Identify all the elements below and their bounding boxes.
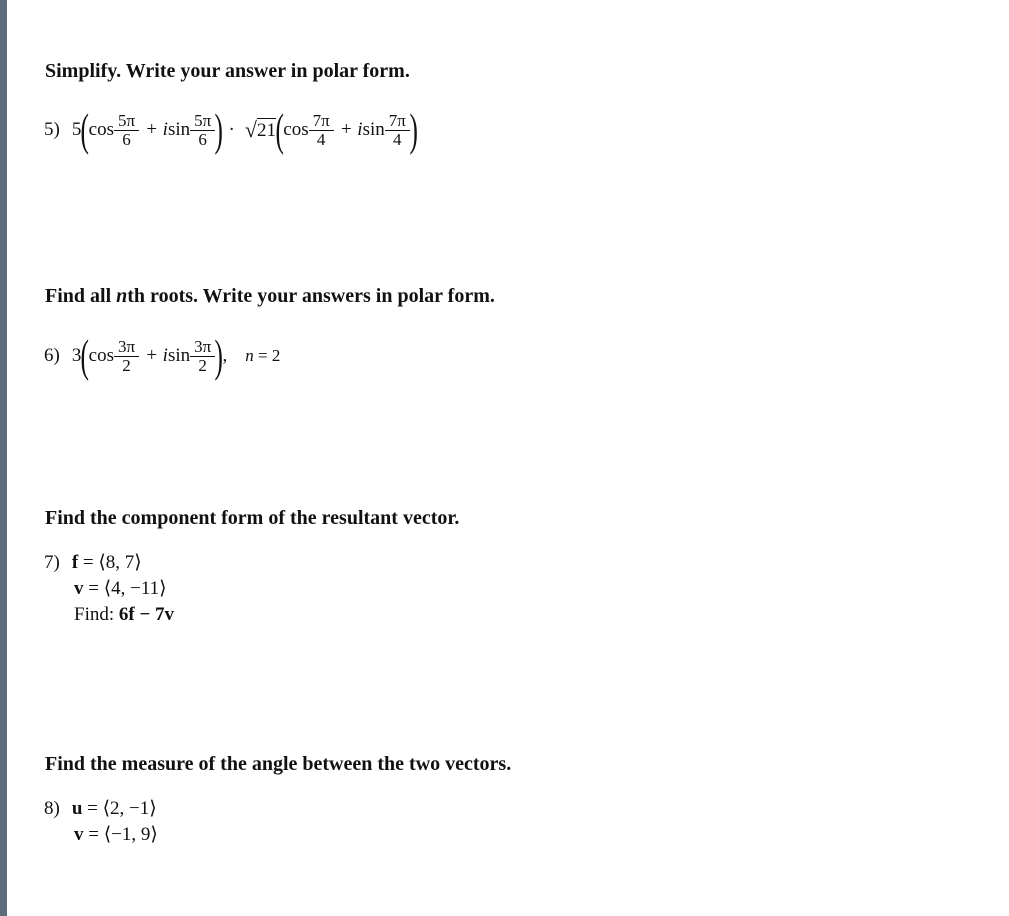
n-condition [245, 346, 280, 366]
fraction-numerator: 5π [117, 110, 136, 130]
find-expression: 6f − 7v [118, 604, 175, 625]
vector-variable: f [71, 552, 79, 573]
vector-line [44, 796, 158, 822]
section-heading-resultant-vector: Find the component form of the resultant vector. [45, 507, 460, 529]
fraction [192, 112, 213, 149]
sqrt-icon: √ [244, 117, 257, 142]
sqrt-radicand: 21 [256, 120, 276, 141]
problem-number: 6) [44, 345, 60, 366]
fraction-numerator: 7π [312, 110, 330, 130]
vector-variable: v [74, 824, 84, 845]
left-paren: ( [80, 330, 90, 381]
section-heading-angle-between: Find the measure of the angle between the two vectors. [45, 753, 512, 775]
fraction [116, 112, 137, 149]
vector-line [44, 550, 174, 576]
left-paren: ( [275, 104, 284, 155]
fraction-numerator: 3π [194, 336, 212, 356]
problem-number: 5) [44, 119, 60, 140]
fraction-denominator: 6 [114, 130, 139, 149]
vector-value: = ⟨2, −1⟩ [82, 798, 157, 819]
fraction-denominator: 4 [309, 130, 334, 149]
heading-n-variable: n [116, 285, 128, 307]
right-paren: ) [214, 330, 224, 381]
problem-number: 8) [44, 798, 60, 819]
vector-value: = ⟨8, 7⟩ [78, 552, 142, 573]
n-value: = 2 [253, 346, 281, 365]
fraction-numerator: 5π [194, 110, 212, 130]
cos-label: cos [88, 345, 114, 366]
fraction-denominator: 6 [190, 130, 215, 149]
vector-variable: u [71, 798, 83, 819]
cos-label: cos [88, 119, 114, 140]
heading-text: Find all [45, 285, 117, 307]
coefficient: 5 [71, 119, 82, 140]
right-paren: ) [214, 104, 224, 155]
vector-value: = ⟨4, −11⟩ [83, 578, 167, 599]
problem-6 [44, 326, 280, 386]
sin-label: sin [167, 345, 191, 366]
heading-text: th roots. Write your answers in polar form. [127, 285, 495, 307]
plus-i: + i [145, 345, 168, 366]
cos-label: cos [283, 119, 309, 140]
coefficient: 3 [71, 345, 82, 366]
problem-7 [44, 550, 174, 628]
left-paren: ( [80, 104, 90, 155]
window-left-edge [0, 0, 7, 916]
sin-label: sin [362, 119, 385, 140]
comma: , [222, 345, 228, 366]
fraction [192, 338, 213, 375]
problem-number: 7) [44, 552, 60, 573]
fraction-denominator: 2 [114, 356, 139, 375]
fraction [311, 112, 332, 149]
plus-i: + i [145, 119, 168, 140]
problem-8 [44, 796, 158, 848]
n-variable: n [245, 346, 254, 365]
problem-5 [44, 100, 417, 160]
fraction-denominator: 2 [190, 356, 215, 375]
fraction-denominator: 4 [385, 130, 410, 149]
fraction-numerator: 7π [388, 110, 406, 130]
vector-line [44, 822, 158, 848]
find-line [44, 602, 174, 628]
fraction [387, 112, 408, 149]
multiply-dot: · [228, 119, 235, 140]
plus-i: + i [339, 119, 363, 140]
fraction [116, 338, 137, 375]
section-heading-simplify: Simplify. Write your answer in polar form. [45, 60, 410, 82]
sin-label: sin [167, 119, 191, 140]
section-heading-nth-roots [45, 285, 495, 308]
fraction-numerator: 3π [117, 336, 136, 356]
find-label: Find: [74, 604, 119, 625]
vector-value: = ⟨−1, 9⟩ [83, 824, 158, 845]
vector-variable: v [74, 578, 84, 599]
vector-line [44, 576, 174, 602]
right-paren: ) [409, 104, 418, 155]
